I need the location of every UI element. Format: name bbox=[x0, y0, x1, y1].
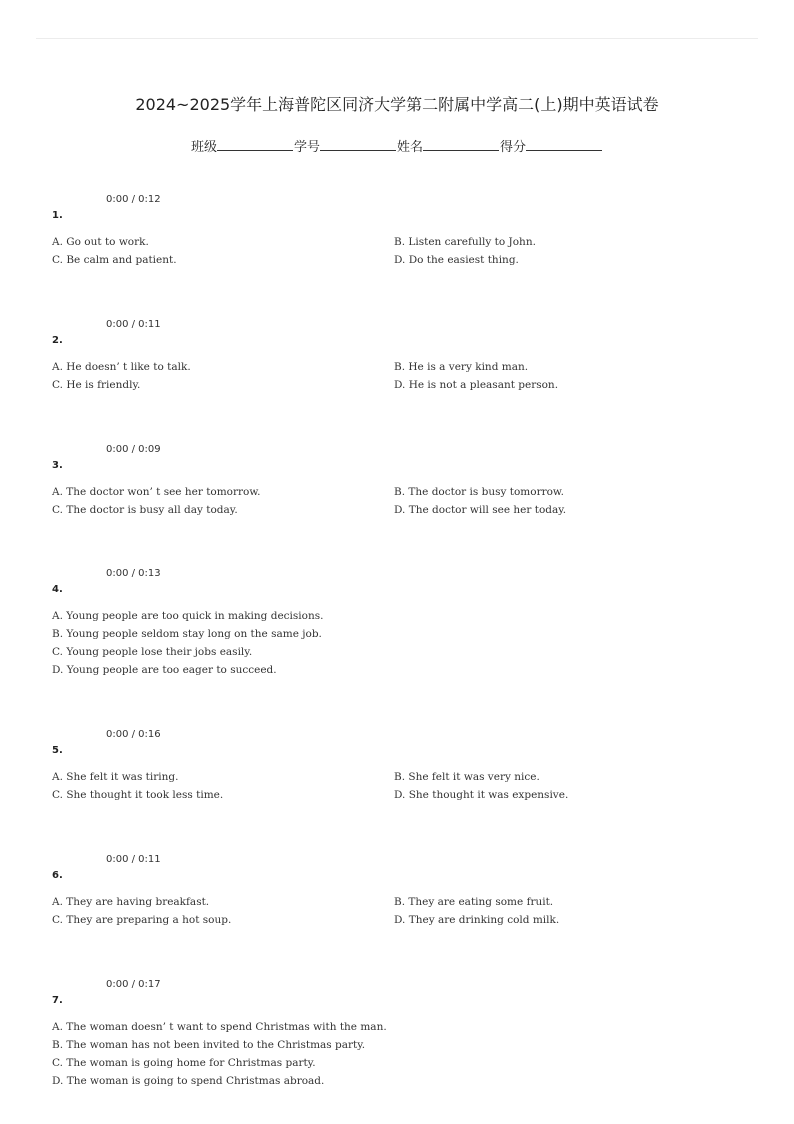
name-field[interactable] bbox=[423, 138, 499, 151]
options bbox=[52, 771, 752, 807]
option-c: C. She thought it took less time. bbox=[52, 789, 224, 801]
audio-player-time[interactable]: 0:00 / 0:16 bbox=[106, 729, 161, 740]
class-field[interactable] bbox=[217, 138, 293, 151]
option-b: B. She felt it was very nice. bbox=[394, 771, 540, 783]
option-a: A. Young people are too quick in making decisions. bbox=[52, 610, 324, 622]
option-d: D. The woman is going to spend Christmas abroad. bbox=[52, 1075, 325, 1087]
student-info-line bbox=[0, 136, 794, 155]
option-a: A. The woman doesn’ t want to spend Christmas with the man. bbox=[52, 1021, 387, 1033]
class-label: 班级 bbox=[190, 140, 217, 155]
option-a: A. They are having breakfast. bbox=[52, 896, 210, 908]
options bbox=[52, 236, 752, 272]
question-number: 4. bbox=[52, 584, 63, 595]
question-number: 6. bbox=[52, 870, 63, 881]
question-number: 2. bbox=[52, 335, 63, 346]
audio-player-time[interactable]: 0:00 / 0:11 bbox=[106, 319, 161, 330]
option-d: D. Young people are too eager to succeed. bbox=[52, 664, 277, 676]
option-b: B. The woman has not been invited to the Christmas party. bbox=[52, 1039, 366, 1051]
option-d: D. Do the easiest thing. bbox=[394, 254, 519, 266]
option-c: C. The doctor is busy all day today. bbox=[52, 504, 238, 516]
question-number: 7. bbox=[52, 995, 63, 1006]
audio-player-time[interactable]: 0:00 / 0:13 bbox=[106, 568, 161, 579]
option-b: B. He is a very kind man. bbox=[394, 361, 529, 373]
top-divider bbox=[36, 38, 758, 39]
name-label: 姓名 bbox=[397, 140, 424, 155]
score-label: 得分 bbox=[500, 140, 527, 155]
option-b: B. The doctor is busy tomorrow. bbox=[394, 486, 565, 498]
option-c: C. The woman is going home for Christmas party. bbox=[52, 1057, 316, 1069]
option-d: D. She thought it was expensive. bbox=[394, 789, 569, 801]
question-number: 3. bbox=[52, 460, 63, 471]
option-c: C. Be calm and patient. bbox=[52, 254, 177, 266]
options bbox=[52, 486, 752, 522]
options bbox=[52, 896, 752, 932]
option-a: A. The doctor won’ t see her tomorrow. bbox=[52, 486, 261, 498]
option-c: C. They are preparing a hot soup. bbox=[52, 914, 232, 926]
student-id-field[interactable] bbox=[320, 138, 396, 151]
audio-player-time[interactable]: 0:00 / 0:09 bbox=[106, 444, 161, 455]
option-c: C. He is friendly. bbox=[52, 379, 141, 391]
option-a: A. He doesn’ t like to talk. bbox=[52, 361, 191, 373]
audio-player-time[interactable]: 0:00 / 0:17 bbox=[106, 979, 161, 990]
options bbox=[52, 1021, 752, 1093]
audio-player-time[interactable]: 0:00 / 0:12 bbox=[106, 194, 161, 205]
question-number: 5. bbox=[52, 745, 63, 756]
score-field[interactable] bbox=[526, 138, 602, 151]
option-a: A. Go out to work. bbox=[52, 236, 149, 248]
options bbox=[52, 610, 752, 682]
question-number: 1. bbox=[52, 210, 63, 221]
option-b: B. They are eating some fruit. bbox=[394, 896, 554, 908]
option-d: D. He is not a pleasant person. bbox=[394, 379, 559, 391]
student-id-label: 学号 bbox=[293, 140, 320, 155]
option-c: C. Young people lose their jobs easily. bbox=[52, 646, 253, 658]
option-a: A. She felt it was tiring. bbox=[52, 771, 179, 783]
audio-player-time[interactable]: 0:00 / 0:11 bbox=[106, 854, 161, 865]
options bbox=[52, 361, 752, 397]
option-d: D. They are drinking cold milk. bbox=[394, 914, 560, 926]
option-d: D. The doctor will see her today. bbox=[394, 504, 567, 516]
option-b: B. Listen carefully to John. bbox=[394, 236, 536, 248]
page-title: 2024~2025学年上海普陀区同济大学第二附属中学高二(上)期中英语试卷 bbox=[135, 95, 659, 114]
option-b: B. Young people seldom stay long on the same job. bbox=[52, 628, 322, 640]
